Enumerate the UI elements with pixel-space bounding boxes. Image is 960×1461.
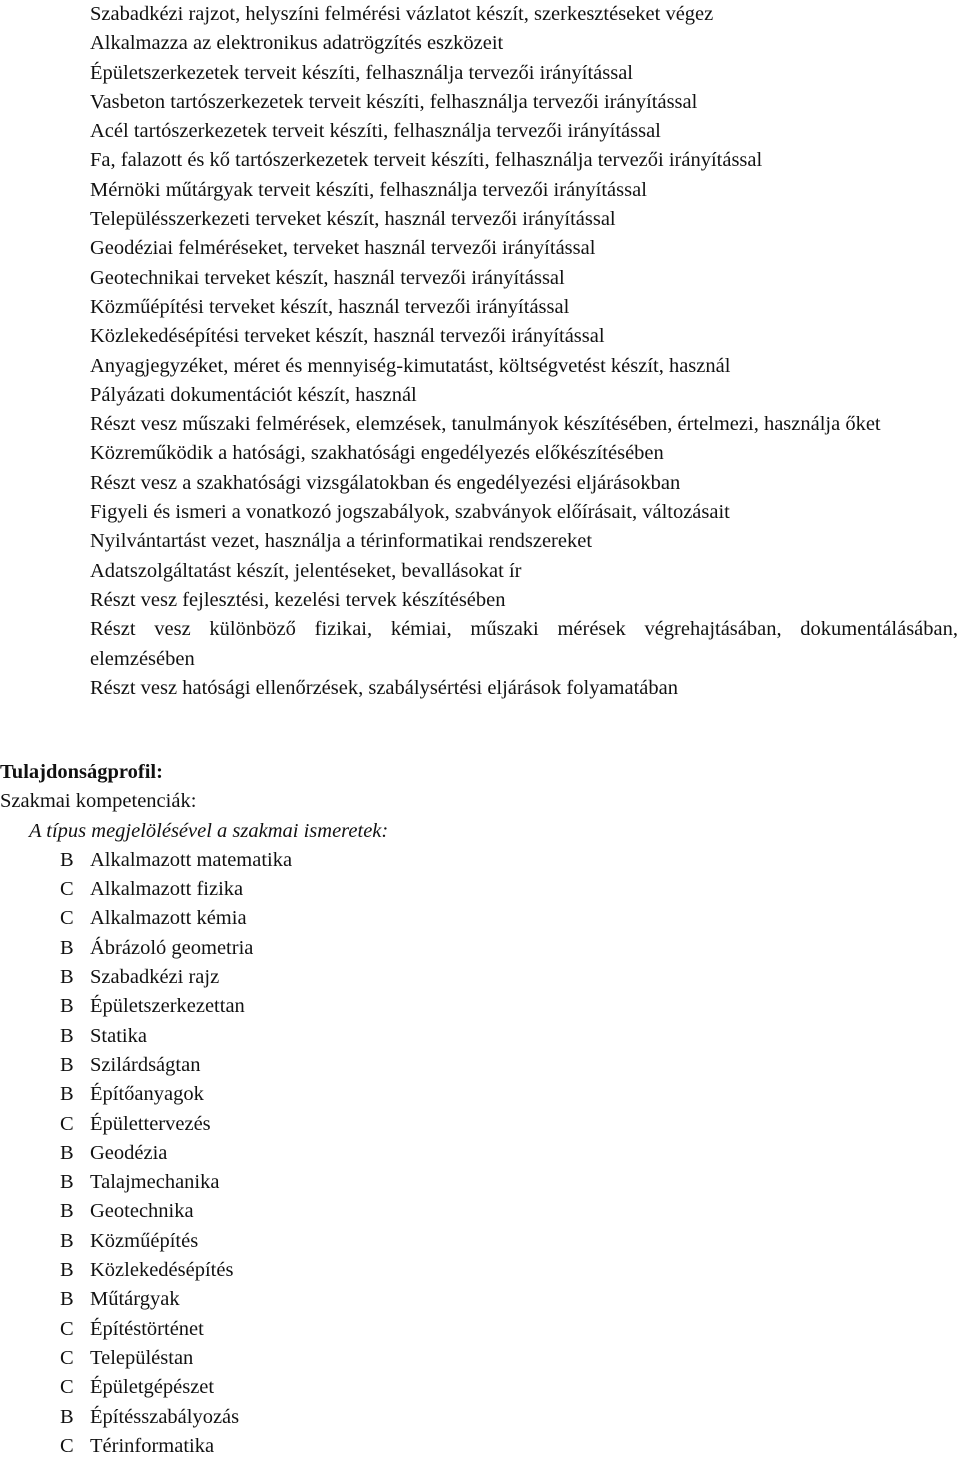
knowledge-name: Épületgépészet [90,1376,215,1399]
knowledge-row [60,846,940,875]
knowledge-type-intro: A típus megjelölésével a szakmai ismeretek: [29,819,389,842]
knowledge-type: C [60,907,74,930]
task-item: Nyilvántartást vezet, használja a térinformatikai rendszereket [90,530,593,553]
task-item: Közlekedésépítési terveket készít, használ tervezői irányítással [90,325,605,348]
knowledge-type: B [60,1229,74,1252]
knowledge-name: Geotechnika [90,1200,194,1223]
task-item: Geotechnikai terveket készít, használ tervezői irányítással [90,266,565,289]
knowledge-name: Statika [90,1024,147,1047]
knowledge-row [60,992,940,1021]
knowledge-row [60,963,940,992]
knowledge-type: C [60,1346,74,1369]
knowledge-type: B [60,1053,74,1076]
knowledge-row [60,1197,940,1226]
knowledge-name: Térinformatika [90,1434,215,1457]
competency-subheading: Szakmai kompetenciák: [0,790,197,813]
knowledge-type: C [60,1434,74,1457]
knowledge-row [60,1080,940,1109]
knowledge-name: Geodézia [90,1141,168,1164]
task-item: Részt vesz a szakhatósági vizsgálatokban és engedélyezési eljárásokban [90,471,681,494]
knowledge-row [60,1432,940,1461]
knowledge-row [60,1168,940,1197]
task-item: Részt vesz fejlesztési, kezelési tervek készítésében [90,588,506,611]
knowledge-type: B [60,1141,74,1164]
knowledge-name: Alkalmazott kémia [90,907,247,930]
knowledge-type: C [60,878,74,901]
profile-heading: Tulajdonságprofil: [0,761,163,783]
knowledge-name: Szabadkézi rajz [90,966,220,989]
knowledge-type: B [60,1405,74,1428]
knowledge-row [60,1315,940,1344]
knowledge-type: B [60,1024,74,1047]
knowledge-row [60,1403,940,1432]
knowledge-name: Alkalmazott fizika [90,878,244,901]
knowledge-name: Településtan [90,1346,194,1369]
knowledge-name: Ábrázoló geometria [90,936,254,959]
task-item: Mérnöki műtárgyak terveit készíti, felhasználja tervezői irányítással [90,178,647,201]
task-item: Vasbeton tartószerkezetek terveit készíti, felhasználja tervezői irányítással [90,90,698,113]
task-item: Pályázati dokumentációt készít, használ [90,383,417,406]
task-item: Részt vesz műszaki felmérések, elemzések, tanulmányok készítésében, értelmezi, használja őket [90,413,881,436]
knowledge-type: B [60,966,74,989]
knowledge-row [60,1139,940,1168]
knowledge-row [60,1373,940,1402]
knowledge-row [60,1256,940,1285]
knowledge-name: Műtárgyak [90,1288,180,1311]
knowledge-row [60,904,940,933]
knowledge-row [60,1285,940,1314]
knowledge-type: B [60,1083,74,1106]
knowledge-row [60,875,940,904]
knowledge-row [60,1344,940,1373]
task-list [90,0,958,703]
knowledge-name: Közműépítés [90,1229,199,1252]
knowledge-row [60,1022,940,1051]
task-item: Közreműködik a hatósági, szakhatósági engedélyezés előkészítésében [90,442,664,465]
knowledge-name: Szilárdságtan [90,1053,201,1076]
task-item: Épületszerkezetek terveit készíti, felhasználja tervezői irányítással [90,61,633,84]
task-item: Településszerkezeti terveket készít, használ tervezői irányítással [90,208,616,231]
task-item: Anyagjegyzéket, méret és mennyiség-kimutatást, költségvetést készít, használ [90,354,731,377]
task-item: Figyeli és ismeri a vonatkozó jogszabályok, szabványok előírásait, változásait [90,501,730,524]
task-item: Geodéziai felméréseket, terveket használ tervezői irányítással [90,237,596,260]
knowledge-name: Épülettervezés [90,1112,211,1135]
task-item: Közműépítési terveket készít, használ tervezői irányítással [90,295,570,318]
knowledge-type: B [60,848,74,871]
knowledge-name: Talajmechanika [90,1171,220,1194]
task-item: Alkalmazza az elektronikus adatrögzítés eszközeit [90,32,504,55]
task-item: Adatszolgáltatást készít, jelentéseket, bevallásokat ír [90,559,522,582]
knowledge-row [60,1110,940,1139]
knowledge-name: Közlekedésépítés [90,1259,234,1282]
task-item: Részt vesz különböző fizikai, kémiai, műszaki mérések végrehajtásában, dokumentálásában, elemzésében [90,618,958,670]
knowledge-type: B [60,995,74,1018]
knowledge-type: C [60,1112,74,1135]
task-item: Acél tartószerkezetek terveit készíti, felhasználja tervezői irányítással [90,120,661,143]
property-profile-section [0,758,940,1461]
knowledge-row [60,934,940,963]
knowledge-type: B [60,1288,74,1311]
knowledge-row [60,1227,940,1256]
knowledge-name: Építőanyagok [90,1083,204,1106]
knowledge-type: B [60,1259,74,1282]
knowledge-name: Építéstörténet [90,1317,204,1340]
knowledge-type: B [60,936,74,959]
knowledge-type: C [60,1317,74,1340]
task-item: Szabadkézi rajzot, helyszíni felmérési vázlatot készít, szerkesztéseket végez [90,3,714,25]
knowledge-name: Alkalmazott matematika [90,848,293,871]
knowledge-list [0,846,940,1461]
knowledge-name: Épületszerkezettan [90,995,245,1018]
task-item: Részt vesz hatósági ellenőrzések, szabálysértési eljárások folyamatában [90,676,678,699]
knowledge-type: C [60,1376,74,1399]
knowledge-type: B [60,1171,74,1194]
task-item: Fa, falazott és kő tartószerkezetek terveit készíti, felhasználja tervezői irányítással [90,149,763,172]
knowledge-type: B [60,1200,74,1223]
knowledge-name: Építésszabályozás [90,1405,240,1428]
knowledge-row [60,1051,940,1080]
